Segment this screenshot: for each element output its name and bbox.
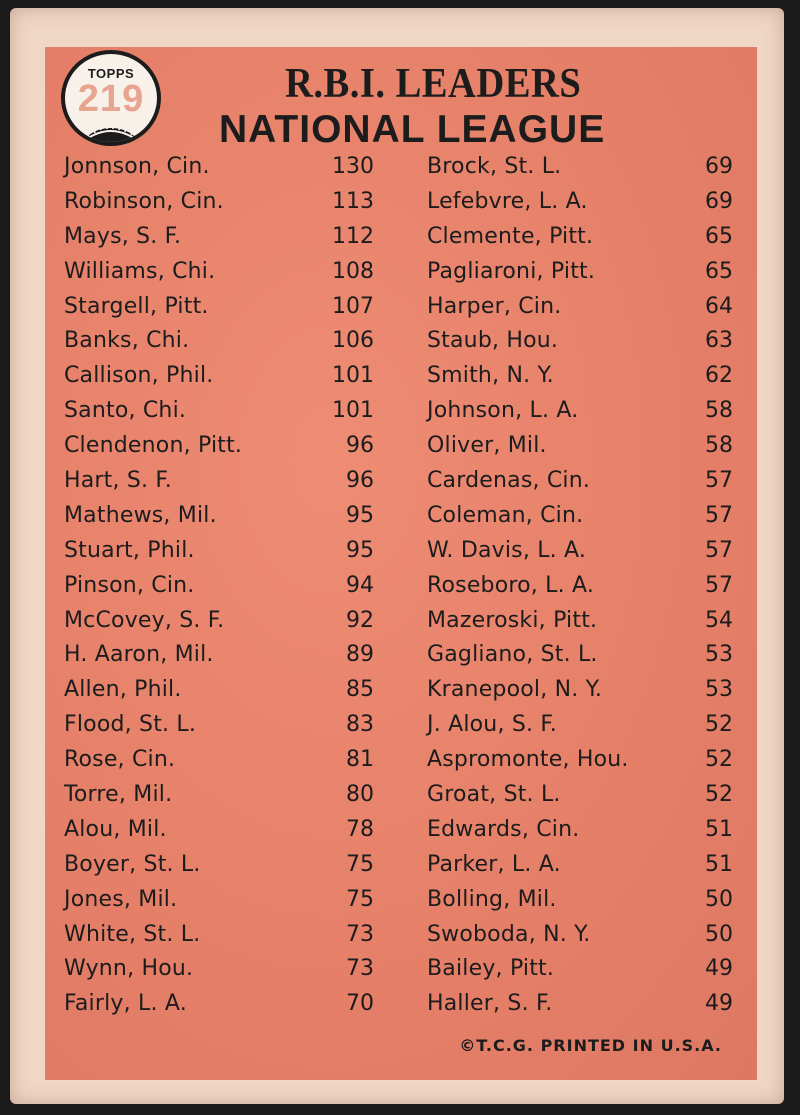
player-name: Jonnson, Cin. [64,154,210,179]
rbi-value: 83 [346,712,374,738]
rbi-value: 49 [705,956,733,982]
player-name: Cardenas, Cin. [427,468,591,494]
leader-row [427,290,733,325]
rbi-value: 95 [346,537,374,563]
player-name: Jones, Mil. [64,886,178,912]
leader-row [64,185,374,220]
player-name: Allen, Phil. [64,677,182,703]
leader-row [64,394,374,429]
leader-row [64,743,374,778]
rbi-value: 78 [346,816,374,842]
player-name: Wynn, Hou. [64,956,194,982]
rbi-value: 95 [346,502,374,528]
player-name: Gagliano, St. L. [427,642,598,668]
player-name: Parker, L. A. [427,851,561,877]
player-name: Smith, N. Y. [427,363,554,389]
rbi-value: 57 [705,572,733,598]
rbi-value: 57 [705,537,733,563]
player-name: J. Alou, S. F. [427,712,557,738]
player-name: Kranepool, N. Y. [427,677,603,703]
rbi-value: 63 [705,328,733,354]
rbi-value: 94 [346,572,374,598]
player-name: Groat, St. L. [427,782,561,808]
rbi-value: 69 [705,154,733,179]
player-name: Clemente, Pitt. [427,223,594,249]
player-name: H. Aaron, Mil. [64,642,214,668]
player-name: Lefebvre, L. A. [427,188,588,214]
leader-row [427,464,733,499]
leader-row [64,255,374,290]
player-name: White, St. L. [64,921,201,947]
leader-row [64,952,374,987]
leader-row [64,324,374,359]
leader-row [427,150,733,185]
rbi-value: 73 [346,921,374,947]
rbi-value: 92 [346,607,374,633]
rbi-value: 101 [332,398,374,424]
rbi-value: 101 [332,363,374,389]
baseball-icon [77,116,145,146]
leader-row [427,394,733,429]
player-name: Coleman, Cin. [427,502,584,528]
leader-row [427,359,733,394]
leader-row [64,359,374,394]
leader-row [64,220,374,255]
player-name: Stargell, Pitt. [64,293,209,319]
player-name: Flood, St. L. [64,712,197,738]
rbi-value: 53 [705,677,733,703]
player-name: Rose, Cin. [64,747,176,773]
rbi-value: 57 [705,468,733,494]
leader-row [427,569,733,604]
card-title: R.B.I. LEADERS [285,61,582,107]
rbi-value: 58 [705,433,733,459]
leader-row [427,324,733,359]
left-leaders-column [64,150,374,1022]
player-name: Edwards, Cin. [427,816,580,842]
leader-row [427,604,733,639]
leader-row [427,743,733,778]
leader-row [427,813,733,848]
player-name: Mays, S. F. [64,223,182,249]
player-name: Haller, S. F. [427,991,553,1017]
leader-row [64,918,374,953]
player-name: Johnson, L. A. [427,398,579,424]
player-name: Stuart, Phil. [64,537,195,563]
rbi-value: 57 [705,502,733,528]
leader-row [427,185,733,220]
rbi-value: 130 [332,154,374,179]
rbi-value: 52 [705,747,733,773]
leader-row [64,464,374,499]
rbi-value: 107 [332,293,374,319]
right-leaders-column [427,150,733,1022]
leader-row [64,604,374,639]
rbi-value: 96 [346,468,374,494]
player-name: Aspromonte, Hou. [427,747,629,773]
player-name: Roseboro, L. A. [427,572,595,598]
rbi-value: 50 [705,886,733,912]
leader-row [64,813,374,848]
player-name: Torre, Mil. [64,782,173,808]
player-name: Alou, Mil. [64,816,167,842]
rbi-value: 64 [705,293,733,319]
rbi-value: 75 [346,886,374,912]
leader-row [427,220,733,255]
player-name: McCovey, S. F. [64,607,225,633]
rbi-value: 108 [332,258,374,284]
player-name: Banks, Chi. [64,328,190,354]
player-name: Callison, Phil. [64,363,214,389]
rbi-value: 106 [332,328,374,354]
card-subtitle: NATIONAL LEAGUE [219,108,606,151]
rbi-value: 52 [705,782,733,808]
leader-row [427,848,733,883]
player-name: Pagliaroni, Pitt. [427,258,596,284]
leader-row [427,255,733,290]
rbi-value: 50 [705,921,733,947]
leader-row [427,987,733,1022]
player-name: Brock, St. L. [427,154,562,179]
player-name: Staub, Hou. [427,328,559,354]
leader-row [427,883,733,918]
rbi-value: 113 [332,188,374,214]
player-name: Harper, Cin. [427,293,562,319]
leader-row [64,569,374,604]
rbi-value: 51 [705,851,733,877]
rbi-value: 65 [705,258,733,284]
rbi-value: 70 [346,991,374,1017]
leader-row [427,638,733,673]
leader-row [427,952,733,987]
leader-row [427,708,733,743]
leader-row [64,708,374,743]
rbi-value: 54 [705,607,733,633]
player-name: Fairly, L. A. [64,991,187,1017]
leader-row [64,429,374,464]
card-number: 219 [77,78,145,120]
player-name: Bailey, Pitt. [427,956,555,982]
rbi-value: 69 [705,188,733,214]
rbi-value: 89 [346,642,374,668]
leader-row [64,499,374,534]
leader-row [427,499,733,534]
leader-row [64,638,374,673]
rbi-value: 85 [346,677,374,703]
rbi-value: 52 [705,712,733,738]
leader-row [64,778,374,813]
player-name: Pinson, Cin. [64,572,195,598]
rbi-value: 73 [346,956,374,982]
rbi-value: 96 [346,433,374,459]
leader-row [64,673,374,708]
rbi-value: 81 [346,747,374,773]
rbi-value: 58 [705,398,733,424]
player-name: W. Davis, L. A. [427,537,587,563]
player-name: Robinson, Cin. [64,188,224,214]
leader-row [64,150,374,185]
copyright-footer: ©T.C.G. PRINTED IN U.S.A. [459,1036,722,1055]
rbi-value: 62 [705,363,733,389]
leader-row [427,534,733,569]
player-name: Hart, S. F. [64,468,172,494]
logo-brand: TOPPS [87,66,135,81]
rbi-value: 112 [332,223,374,249]
rbi-value: 53 [705,642,733,668]
leader-row [64,534,374,569]
leader-row [427,673,733,708]
rbi-value: 51 [705,816,733,842]
rbi-value: 49 [705,991,733,1017]
player-name: Mathews, Mil. [64,502,217,528]
leader-row [427,918,733,953]
leader-row [427,429,733,464]
topps-logo [61,50,161,146]
leader-row [64,848,374,883]
player-name: Mazeroski, Pitt. [427,607,598,633]
player-name: Bolling, Mil. [427,886,557,912]
player-name: Williams, Chi. [64,258,216,284]
rbi-value: 80 [346,782,374,808]
player-name: Oliver, Mil. [427,433,547,459]
leader-row [427,778,733,813]
leader-row [64,883,374,918]
player-name: Boyer, St. L. [64,851,201,877]
rbi-value: 65 [705,223,733,249]
leader-row [64,987,374,1022]
rbi-value: 75 [346,851,374,877]
player-name: Swoboda, N. Y. [427,921,591,947]
leader-row [64,290,374,325]
player-name: Clendenon, Pitt. [64,433,243,459]
player-name: Santo, Chi. [64,398,187,424]
